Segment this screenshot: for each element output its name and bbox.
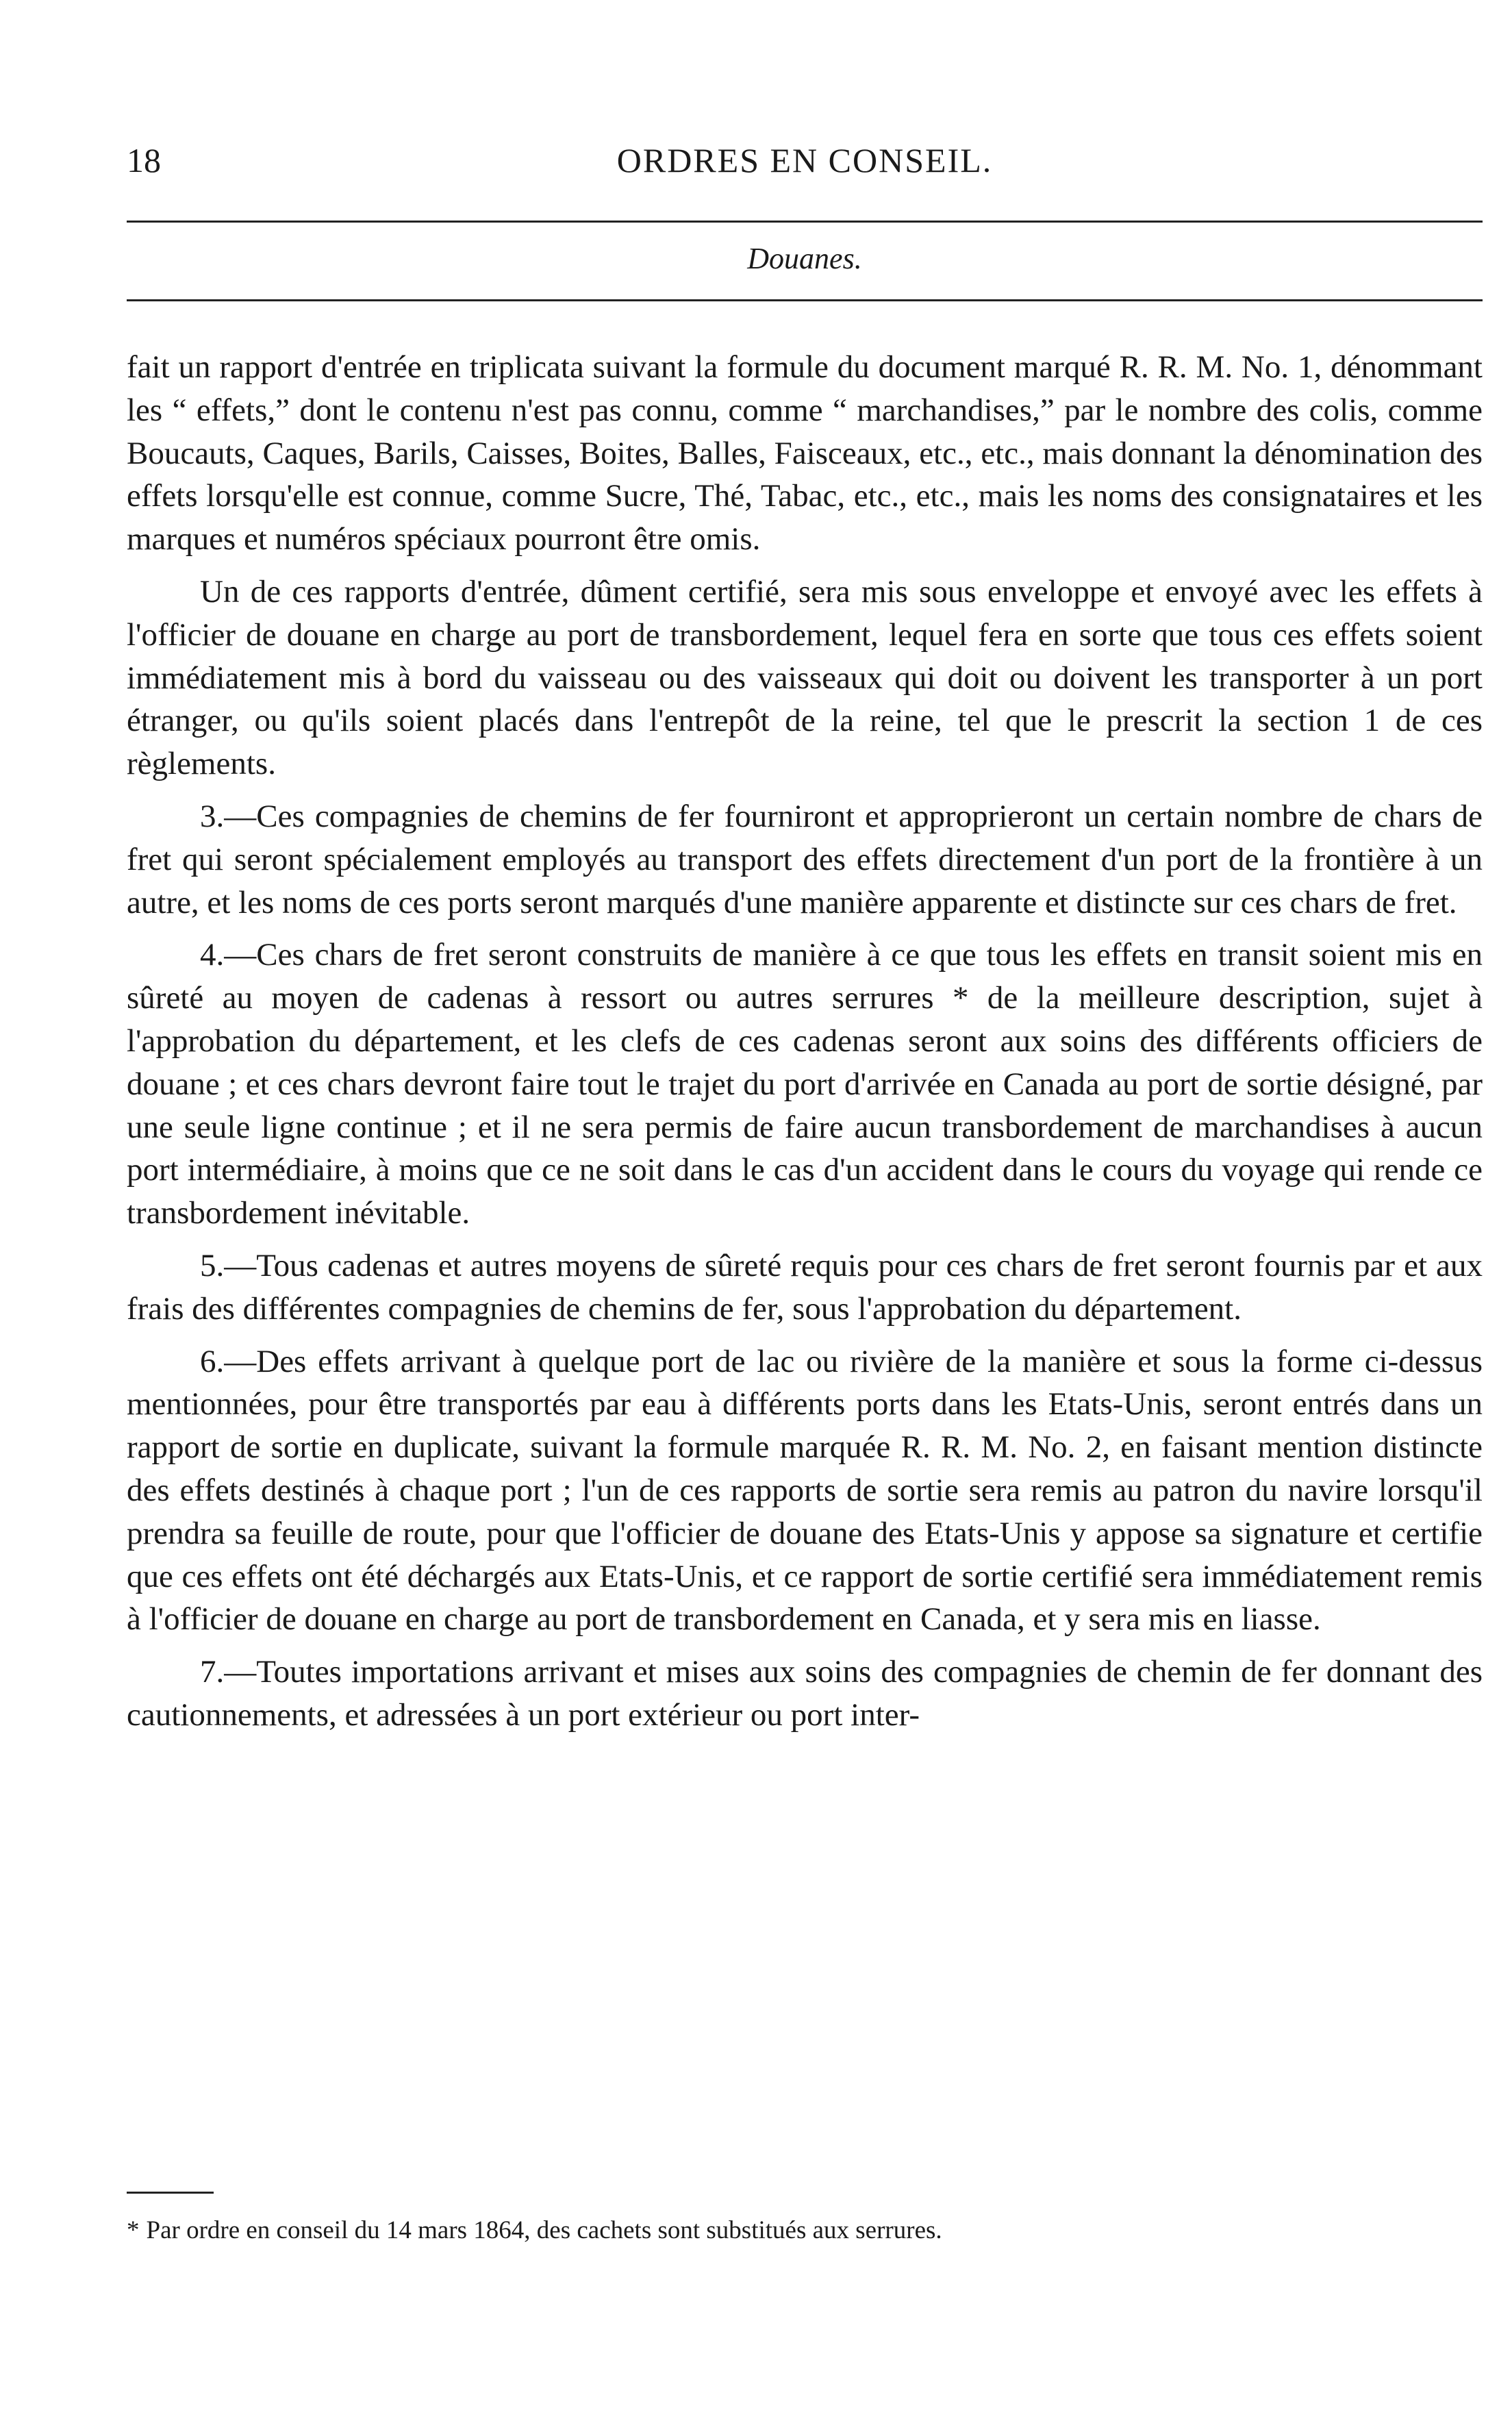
footnote [127,2216,1483,2245]
body-text [127,346,1483,1746]
paragraph: Un de ces rapports d'entrée, dûment certifié, sera mis sous enveloppe et envoyé avec les effets à l'officier de douane en charge au port de transbordement, lequel fera en sorte que tous ces effets soient immédiatement mis à bord du vaisseau ou des vaisseaux qui doit ou doivent les transporter à un port étranger, ou qu'ils soient placés dans l'entrepôt de la reine, tel que le prescrit la section 1 de ces règlements. [127,573,1483,782]
paragraph: 6.—Des effets arrivant à quelque port de lac ou rivière de la manière et sous la forme ci-dessus mentionnées, pour être transportés par eau à différents ports dans les Etats-Unis, seront entrés dans un rapport de sortie en duplicate, suivant la formule marquée R. R. M. No. 2, en faisant mention distincte des effets destinés à chaque port ; l'un de ces rapports de sortie sera remis au patron du navire lorsqu'il prendra sa feuille de route, pour que l'officier de douane des Etats-Unis y appose sa signature et certifie que ces effets ont été déchargés aux Etats-Unis, et ce rapport de sortie certifié sera immédiatement remis à l'officier de douane en charge au port de transbordement en Canada, et y sera mis en liasse. [127,1343,1483,1638]
footnote-rule [127,2192,214,2194]
section-title: Douanes. [747,242,862,275]
paragraph: 5.—Tous cadenas et autres moyens de sûreté requis pour ces chars de fret seront fournis par et aux frais des différentes compagnies de chemins de fer, sous l'approbation du département. [127,1247,1483,1327]
page-header [127,140,1483,188]
paragraph: fait un rapport d'entrée en triplicata suivant la formule du document marqué R. R. M. No. 1, dénommant les “ effets,” dont le contenu n'est pas connu, comme “ marchandises,” par le nombre des colis, comme Boucauts, Caques, Barils, Caisses, Boites, Balles, Faisceaux, etc., etc., mais donnant la dénomination des effets lorsqu'elle est connue, comme Sucre, Thé, Tabac, etc., etc., mais les noms des consignataires et les marques et numéros spéciaux pourront être omis. [127,349,1483,557]
paragraph: 4.—Ces chars de fret seront construits de manière à ce que tous les effets en transit soient mis en sûreté au moyen de cadenas à ressort ou autres serrures * de la meilleure description, sujet à l'approbation du département, et les clefs de ces cadenas seront aux soins des différents officiers de douane ; et ces chars devront faire tout le trajet du port d'arrivée en Canada au port de sortie désigné, par une seule ligne continue ; et il ne sera permis de faire aucun transbordement de marchandises à aucun port intermédiaire, à moins que ce ne soit dans le cas d'un accident dans le cours du voyage qui rende ce transbordement inévitable. [127,937,1483,1231]
paragraph: 3.—Ces compagnies de chemins de fer fourniront et approprieront un certain nombre de chars de fret qui seront spécialement employés au transport des effets directement d'un port de la frontière à un autre, et les noms de ces ports seront marqués d'une manière apparente et distincte sur ces chars de fret. [127,798,1483,920]
page-number: 18 [127,141,161,179]
running-title: ORDRES EN CONSEIL. [616,141,993,179]
header-rule-top [127,221,1483,223]
footnote-mark: * [127,2216,140,2244]
footnote-text: Par ordre en conseil du 14 mars 1864, des cachets sont substitués aux serrures. [146,2216,942,2244]
paragraph: 7.—Toutes importations arrivant et mises aux soins des compagnies de chemin de fer donnant des cautionnements, et adressées à un port extérieur ou port inter- [127,1654,1483,1733]
header-rule-bottom [127,299,1483,301]
